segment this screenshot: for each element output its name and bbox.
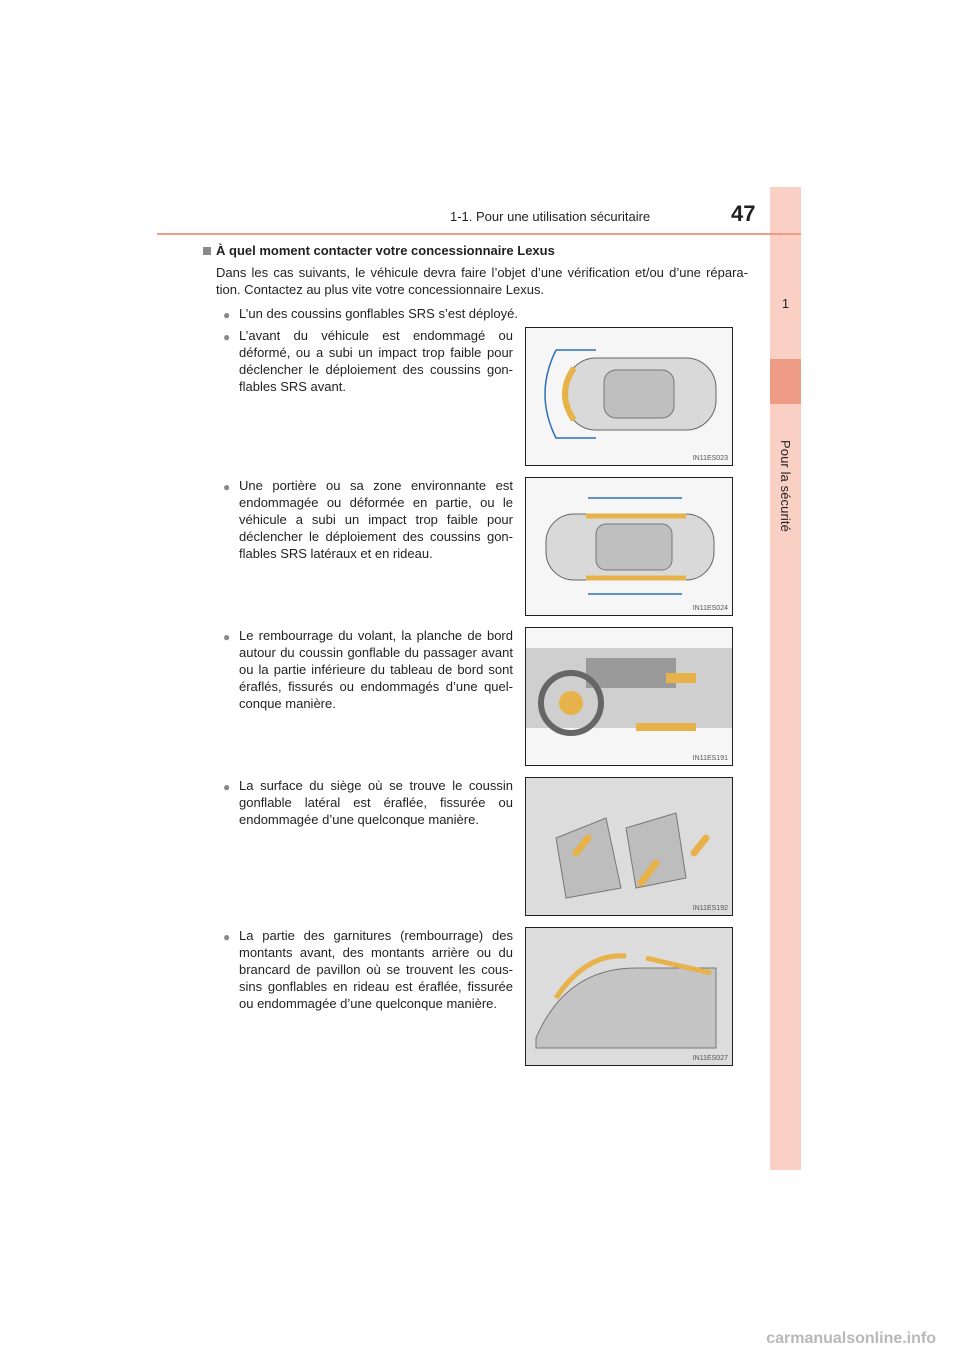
square-bullet-icon	[203, 247, 211, 255]
figure-code: IN11ES191	[692, 755, 728, 762]
figure-side-damage	[525, 477, 733, 616]
figure-code: IN11ES024	[692, 605, 728, 612]
chapter-side-tab	[770, 187, 801, 1170]
figure-seats	[525, 777, 733, 916]
list-item-text: La partie des garnitures (rembourrage) des montants avant, des montants arrière ou du brancard de pavillon où se trouvent les cous- sins gonflables en rideau est éraflée, fissurée ou endommagée d’une quelconque manière.	[239, 928, 513, 1011]
list-item-text: Le rembourrage du volant, la planche de bord autour du coussin gonflable du passager avant ou la partie inférieure du tableau de bord sont éraflés, fissurés ou endommagés d’une quel- conque manière.	[239, 628, 513, 711]
watermark: carmanualsonline.info	[766, 1330, 936, 1347]
intro-paragraph: Dans les cas suivants, le véhicule devra faire l’objet d’une vérification et/ou d’une répara- tion. Contactez au plus vite votre concessionnaire Lexus.	[216, 265, 748, 297]
section-title-text: À quel moment contacter votre concessionnaire Lexus	[216, 243, 555, 258]
chapter-label: Pour la sécurité	[778, 440, 793, 532]
list-item	[223, 477, 513, 562]
list-item	[223, 927, 513, 1012]
bullet-dot-icon: ●	[223, 330, 231, 344]
car-top-view-front-illustration	[526, 328, 732, 465]
figure-front-damage	[525, 327, 733, 466]
page-number: 47	[731, 201, 756, 226]
bullet-dot-icon: ●	[223, 780, 231, 794]
dashboard-illustration	[526, 628, 732, 765]
list-item-text: L’un des coussins gonflables SRS s’est déployé.	[239, 306, 518, 321]
bullet-dot-icon: ●	[223, 930, 231, 944]
list-item	[223, 627, 513, 712]
header-rule	[157, 233, 801, 235]
figure-dashboard	[525, 627, 733, 766]
car-top-view-side-illustration	[526, 478, 732, 615]
list-item-text: L’avant du véhicule est endommagé ou déformé, ou a subi un impact trop faible pour déclencher le déploiement des coussins gon- flables SRS avant.	[239, 328, 513, 394]
seat-interior-illustration	[526, 778, 732, 915]
running-header: 1-1. Pour une utilisation sécuritaire	[450, 209, 651, 224]
list-item	[223, 327, 513, 395]
list-item	[223, 305, 519, 322]
list-item-text: La surface du siège où se trouve le coussin gonflable latéral est éraflée, fissurée ou endommagée d’une quelconque manière.	[239, 778, 513, 827]
chapter-marker	[770, 359, 801, 404]
figure-code: IN11ES192	[692, 905, 728, 912]
section-title	[216, 243, 555, 258]
bullet-dot-icon: ●	[223, 308, 231, 322]
chapter-number: 1	[781, 296, 790, 311]
list-item-text: Une portière ou sa zone environnante est endommagée ou déformée en partie, ou le véhicule a subi un impact trop faible pour déclencher le déploiement des coussins gon- flables SRS latéraux et en rideau.	[239, 478, 513, 561]
figure-curtain	[525, 927, 733, 1066]
figure-code: IN11ES027	[692, 1055, 728, 1062]
figure-code: IN11ES023	[692, 455, 728, 462]
bullet-dot-icon: ●	[223, 630, 231, 644]
list-item	[223, 777, 513, 828]
bullet-dot-icon: ●	[223, 480, 231, 494]
curtain-airbag-illustration	[526, 928, 732, 1065]
